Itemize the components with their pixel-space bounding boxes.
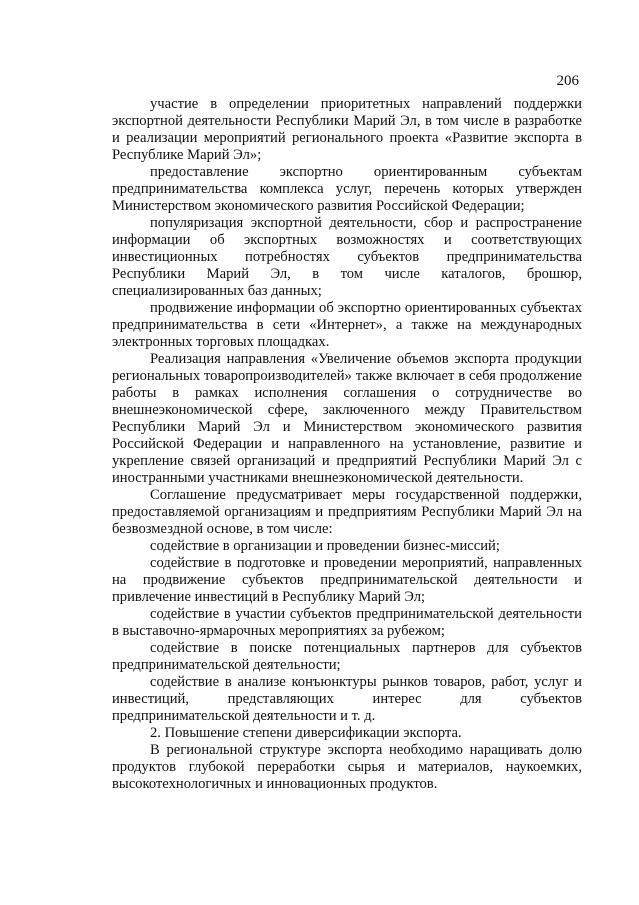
page-number: 206 (556, 73, 579, 89)
paragraph: В региональной структуре экспорта необходимо наращивать долю продуктов глубокой переработки сырья и материалов, наукоемких, высокотехнологичных и инновационных продуктов. (112, 742, 582, 792)
paragraph: участие в определении приоритетных направлений поддержки экспортной деятельности Республики Марий Эл, в том числе в разработке и реализации мероприятий регионального проекта «Развитие экспорта в Республике Марий Эл»; (112, 96, 582, 163)
paragraph: содействие в подготовке и проведении мероприятий, направленных на продвижение субъектов предпринимательской деятельности и привлечение инвестиций в Республику Марий Эл; (112, 555, 582, 605)
paragraph: популяризация экспортной деятельности, сбор и распространение информации об экспортных возможностях и соответствующих инвестиционных потребностях субъектов предпринимательства Республики Марий Эл, в том числе каталогов, брошюр, специализированных баз данных; (112, 215, 582, 299)
paragraph: Реализация направления «Увеличение объемов экспорта продукции региональных товаропроизводителей» также включает в себя продолжение работы в рамках исполнения соглашения о сотрудничестве во внешнеэкономической сфере, заключенного между Правительством Республики Марий Эл и Министерством экономического развития Российской Федерации и направленного на установление, развитие и укрепление связей организаций и предприятий Республики Марий Эл с иностранными участниками внешнеэкономической деятельности. (112, 351, 582, 486)
paragraph: содействие в участии субъектов предпринимательской деятельности в выставочно-ярмарочных мероприятиях за рубежом; (112, 606, 582, 639)
paragraph: продвижение информации об экспортно ориентированных субъектах предпринимательства в сети «Интернет», а также на международных электронных торговых площадках. (112, 300, 582, 350)
paragraph: Соглашение предусматривает меры государственной поддержки, предоставляемой организациям и предприятиям Республики Марий Эл на безвозмездной основе, в том числе: (112, 487, 582, 537)
paragraph: 2. Повышение степени диверсификации экспорта. (150, 725, 462, 741)
document-body (112, 96, 582, 793)
paragraph: содействие в поиске потенциальных партнеров для субъектов предпринимательской деятельности; (112, 640, 582, 673)
paragraph: содействие в анализе конъюнктуры рынков товаров, работ, услуг и инвестиций, представляющих интерес для субъектов предпринимательской деятельности и т. д. (112, 674, 582, 724)
paragraph: содействие в организации и проведении бизнес-миссий; (150, 538, 500, 554)
paragraph: предоставление экспортно ориентированным субъектам предпринимательства комплекса услуг, перечень которых утвержден Министерством экономического развития Российской Федерации; (112, 164, 582, 214)
